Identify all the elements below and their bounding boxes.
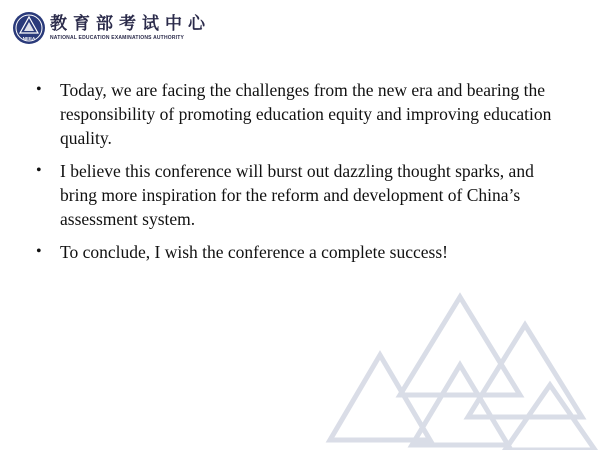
bullet-item [36,159,566,231]
logo-chinese-name: 教育部考试中心 [50,13,211,34]
bullet-text: To conclude, I wish the conference a complete success! [60,242,448,262]
seal-text: NEEA [22,36,36,41]
brand-text [50,15,211,42]
bullet-text: I believe this conference will burst out dazzling thought sparks, and bring more inspiration for the reform and development of China’s assessment system. [60,161,534,229]
neea-seal-logo [12,11,46,45]
bullet-item [36,240,566,264]
bullet-dot: • [36,162,42,179]
logo-english-name: NATIONAL EDUCATION EXAMINATIONS AUTHORITY [50,34,185,41]
bullet-text: Today, we are facing the challenges from the new era and bearing the responsibility of promoting education equity and improving education quality. [60,80,552,148]
bullet-item [36,78,566,150]
header-logo [12,11,211,45]
bullet-dot: • [36,81,42,98]
decorative-triangles [320,285,600,450]
bullet-dot: • [36,243,42,260]
bullet-list [36,78,566,273]
